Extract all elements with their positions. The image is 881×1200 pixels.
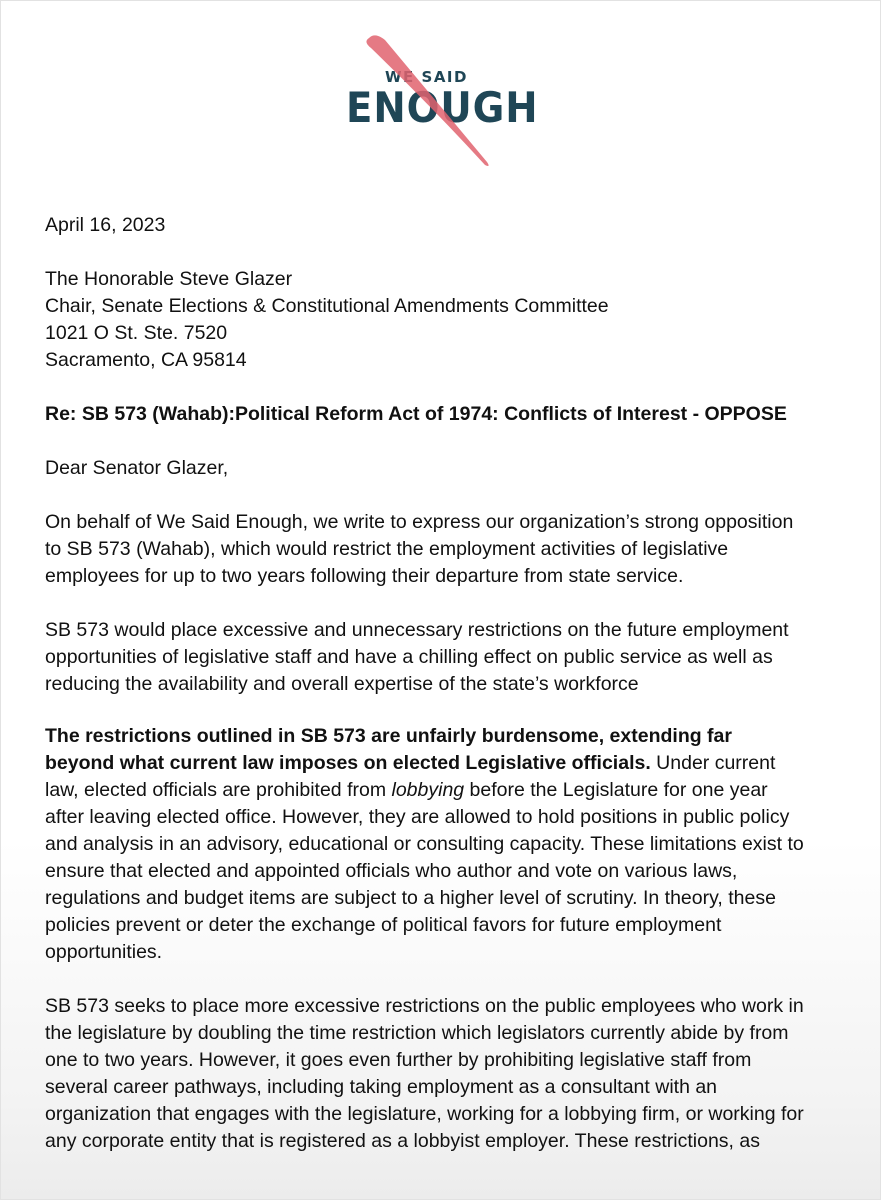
p1-line-2: to SB 573 (Wahab), which would restrict the employment activities of legislative <box>45 538 729 560</box>
p4-line-2: the legislature by doubling the time restriction which legislators currently abide by from <box>45 1022 789 1044</box>
p3-line-6: ensure that elected and appointed officials who author and vote on various laws, <box>45 860 738 882</box>
p3-line-3 <box>45 777 768 804</box>
address-line-3: 1021 O St. Ste. 7520 <box>45 322 228 344</box>
p4-line-6: any corporate entity that is registered as a lobbyist employer. These restrictions, as <box>45 1130 760 1152</box>
p4-line-3: one to two years. However, it goes even further by prohibiting legislative staff from <box>45 1049 752 1071</box>
p1-line-1: On behalf of We Said Enough, we write to express our organization’s strong opposition <box>45 511 794 533</box>
logo-slash-icon <box>341 26 511 171</box>
p3-line-4: after leaving elected office. However, they are allowed to hold positions in public policy <box>45 806 790 828</box>
p3-bold-line-1: The restrictions outlined in SB 573 are unfairly burdensome, extending far <box>45 725 732 747</box>
p3-line-9: opportunities. <box>45 941 163 963</box>
p2-line-3: reducing the availability and overall expertise of the state’s workforce <box>45 673 639 695</box>
p4-line-4: several career pathways, including taking employment as a consultant with an <box>45 1076 718 1098</box>
address-line-1: The Honorable Steve Glazer <box>45 268 293 290</box>
p4-line-1: SB 573 seeks to place more excessive restrictions on the public employees who work in <box>45 995 804 1017</box>
p2-line-1: SB 573 would place excessive and unnecessary restrictions on the future employment <box>45 619 789 641</box>
logo-we-said: WE SAID <box>385 68 468 86</box>
address-line-2: Chair, Senate Elections & Constitutional Amendments Committee <box>45 295 609 317</box>
subject-line: Re: SB 573 (Wahab):Political Reform Act of 1974: Conflicts of Interest - OPPOSE <box>45 403 787 425</box>
p3-line-7: regulations and budget items are subject to a higher level of scrutiny. In theory, these <box>45 887 776 909</box>
p2-line-2: opportunities of legislative staff and have a chilling effect on public service as well as <box>45 646 773 668</box>
salutation: Dear Senator Glazer, <box>45 457 229 479</box>
p1-line-3: employees for up to two years following their departure from state service. <box>45 565 684 587</box>
p3-bold-line-2: beyond what current law imposes on elected Legislative officials. <box>45 752 651 774</box>
p3-line-3-b: before the Legislature for one year <box>464 779 768 801</box>
p3-line-2-rest: Under current <box>650 752 776 774</box>
p3-line-5: and analysis in an advisory, educational or consulting capacity. These limitations exist to <box>45 833 804 855</box>
p3-line-3-emphasis: lobbying <box>391 779 465 801</box>
p4-line-5: organization that engages with the legislature, working for a lobbying firm, or working for <box>45 1103 804 1125</box>
p3-line-3-a: law, elected officials are prohibited from <box>45 779 392 801</box>
logo-slash-stroke <box>366 35 488 166</box>
letter-date: April 16, 2023 <box>45 214 166 236</box>
p3-line-8: policies prevent or deter the exchange of political favors for future employment <box>45 914 722 936</box>
logo-enough: ENOUGH <box>346 83 539 132</box>
we-said-enough-logo <box>341 26 539 171</box>
address-line-4: Sacramento, CA 95814 <box>45 349 247 371</box>
p3-line-2 <box>45 750 775 777</box>
